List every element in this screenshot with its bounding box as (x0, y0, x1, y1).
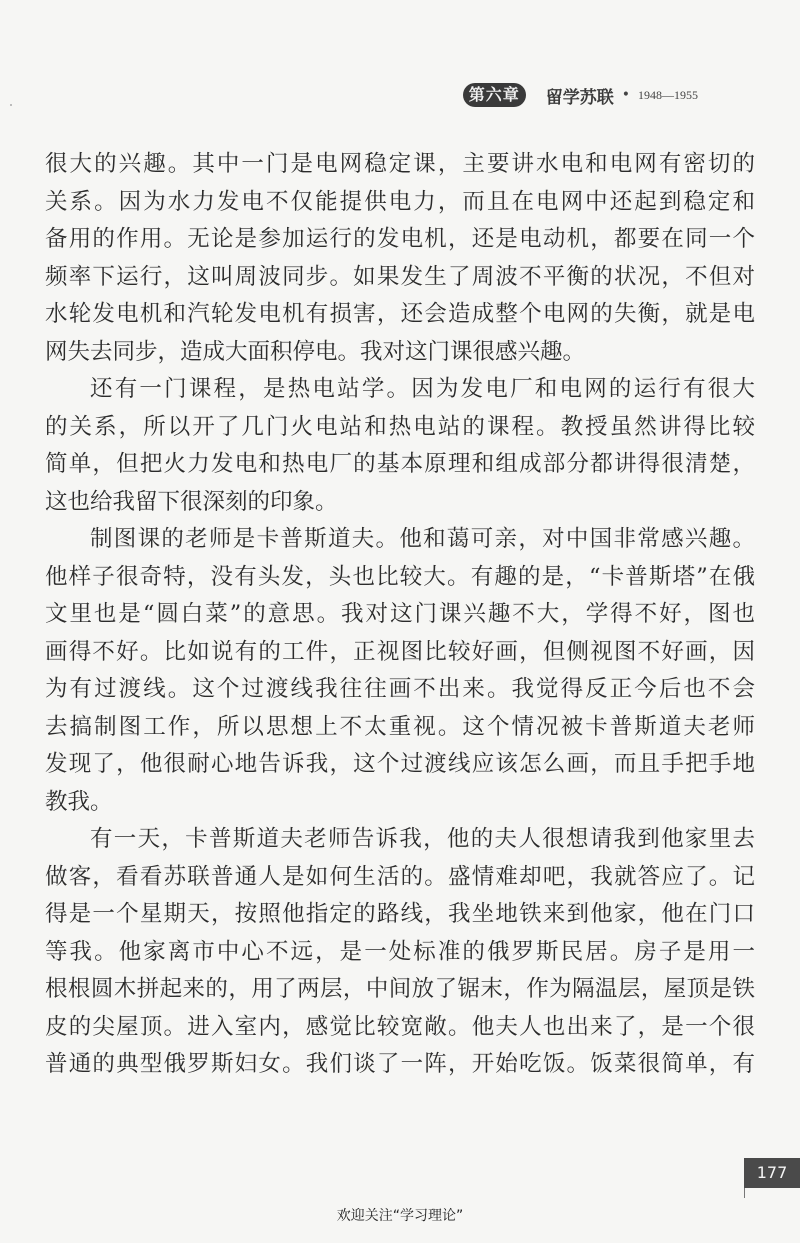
paragraph (45, 371, 755, 521)
text-line: 简单，但把火力发电和热电厂的基本原理和组成部分都讲得很清楚， (45, 451, 755, 477)
running-header (463, 80, 698, 110)
text-line: 得是一个星期天，按照他指定的路线，我坐地铁来到他家，他在门口 (45, 901, 755, 927)
text-line: 制图课的老师是卡普斯道夫。他和蔼可亲，对中国非常感兴趣。 (90, 526, 755, 552)
chapter-title: 留学苏联 (545, 87, 614, 108)
text-line: 普通的典型俄罗斯妇女。我们谈了一阵，开始吃饭。饭菜很简单，有 (45, 1051, 755, 1077)
chapter-years: 1948—1955 (638, 87, 698, 102)
text-line: 的关系，所以开了几门火电站和热电站的课程。教授虽然讲得比较 (45, 413, 755, 440)
text-line: 画得不好。比如说有的工件，正视图比较好画，但侧视图不好画，因 (45, 638, 755, 665)
text-line: 发现了，他很耐心地告诉我，这个过渡线应该怎么画，而且手把手地 (45, 751, 755, 777)
text-line: 去搞制图工作，所以思想上不太重视。这个情况被卡普斯道夫老师 (45, 713, 755, 740)
text-line: 备用的作用。无论是参加运行的发电机，还是电动机，都要在同一个 (45, 226, 755, 252)
text-line: 这也给我留下很深刻的印象。 (45, 488, 338, 515)
paragraph (45, 821, 755, 1084)
paragraph (45, 521, 755, 821)
text-line: 有一天，卡普斯道夫老师告诉我，他的夫人很想请我到他家里去 (90, 826, 755, 852)
text-line: 他样子很奇特，没有头发，头也比较大。有趣的是，“卡普斯塔”在俄 (45, 563, 755, 590)
body-text (45, 146, 755, 1084)
text-line: 水轮发电机和汽轮发电机有损害，还会造成整个电网的失衡，就是电 (45, 301, 755, 327)
text-line: 关系。因为水力发电不仅能提供电力，而且在电网中还起到稳定和 (45, 188, 755, 215)
text-line: 文里也是“圆白菜”的意思。我对这门课兴趣不大，学得不好，图也 (45, 601, 755, 627)
text-line: 网失去同步，造成大面积停电。我对这门课很感兴趣。 (45, 338, 586, 365)
text-line: 为有过渡线。这个过渡线我往往画不出来。我觉得反正今后也不会 (45, 676, 755, 702)
text-line: 很大的兴趣。其中一门是电网稳定课，主要讲水电和电网有密切的 (45, 151, 755, 177)
text-line: 还有一门课程，是热电站学。因为发电厂和电网的运行有很大 (90, 376, 755, 402)
footer-note: 欢迎关注“学习理论” (336, 1208, 464, 1224)
text-line: 做客，看看苏联普通人是如何生活的。盛情难却吧，我就答应了。记 (45, 863, 755, 890)
scan-speck (10, 104, 12, 106)
chapter-badge: 第六章 (463, 83, 526, 107)
header-separator: • (621, 87, 630, 103)
text-line: 教我。 (45, 788, 113, 815)
text-line: 等我。他家离市中心不远，是一处标准的俄罗斯民居。房子是用一 (45, 938, 755, 965)
paragraph (45, 146, 755, 371)
text-line: 频率下运行，这叫周波同步。如果发生了周波不平衡的状况，不但对 (45, 263, 755, 290)
page-number: 177 (744, 1158, 800, 1188)
text-line: 根根圆木拼起来的，用了两层，中间放了锯末，作为隔温层，屋顶是铁 (45, 976, 755, 1002)
text-line: 皮的尖屋顶。进入室内，感觉比较宽敞。他夫人也出来了，是一个很 (45, 1013, 755, 1040)
